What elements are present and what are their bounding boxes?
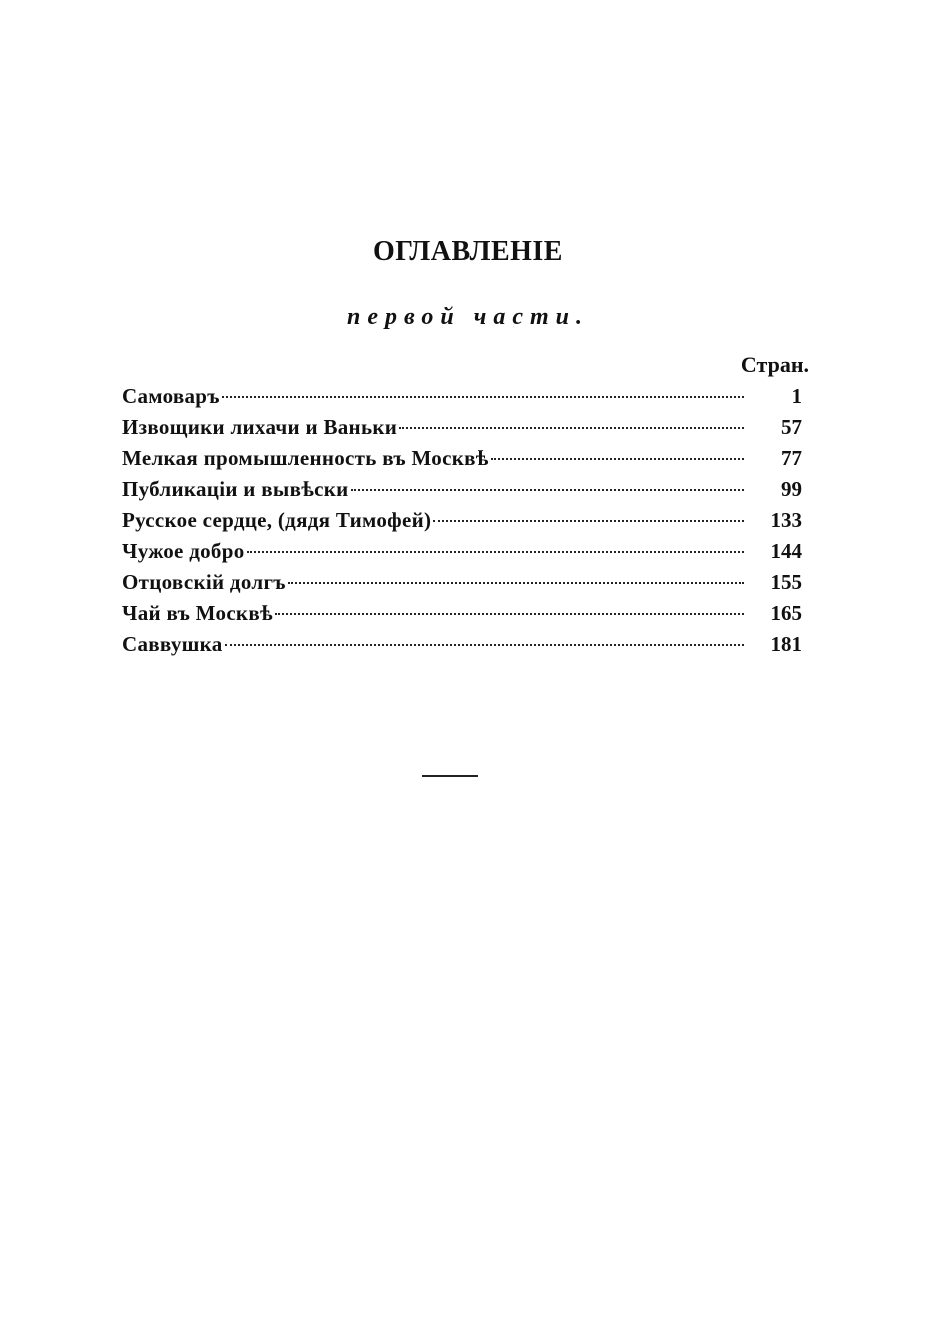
- toc-entry-title: Чай въ Москвѣ: [122, 601, 273, 625]
- toc-leader-dots: [288, 582, 744, 584]
- page-column-label: Стран.: [740, 352, 809, 377]
- toc-leader-dots: [225, 644, 744, 646]
- toc-entry-page: 181: [770, 632, 802, 656]
- toc-entry: [122, 508, 802, 539]
- toc-entry-title: Публикаціи и вывѣски: [122, 477, 349, 501]
- toc-entry-title: Русское сердце, (дядя Тимофей): [122, 508, 432, 532]
- toc-entry-page: 99: [781, 477, 802, 501]
- toc-entry: [122, 415, 802, 446]
- toc-entry-title: Мелкая промышленность въ Москвѣ: [122, 446, 489, 470]
- toc-entry-page: 144: [770, 539, 802, 563]
- toc-entry: [122, 632, 802, 663]
- toc-entry-page: 57: [781, 415, 802, 439]
- toc-entry: [122, 601, 802, 632]
- toc-entry-title: Саввушка: [122, 632, 223, 656]
- toc-leader-dots: [351, 489, 744, 491]
- toc-entry: [122, 384, 802, 415]
- toc-entry-title: Самоваръ: [122, 384, 220, 408]
- toc-entry-page: 165: [770, 601, 802, 625]
- page-title: ОГЛАВЛЕНІЕ: [373, 236, 563, 267]
- toc-entry-title: Извощики лихачи и Ваньки: [122, 415, 398, 439]
- toc-entry: [122, 477, 802, 508]
- toc-entry: [122, 539, 802, 570]
- page-subtitle: первой части.: [346, 304, 590, 330]
- toc-leader-dots: [275, 613, 744, 615]
- toc-entry-page: 155: [770, 570, 802, 594]
- toc-leader-dots: [247, 551, 744, 553]
- toc-entry-title: Чужое добро: [122, 539, 245, 563]
- toc-entry: [122, 446, 802, 477]
- toc-entry-page: 77: [781, 446, 802, 470]
- toc-entry: [122, 570, 802, 601]
- toc-entry-title: Отцовскій долгъ: [122, 570, 286, 594]
- toc-leader-dots: [399, 427, 744, 429]
- toc-leader-dots: [491, 458, 744, 460]
- separator-rule: [422, 775, 478, 777]
- toc-leader-dots: [433, 520, 744, 522]
- toc-leader-dots: [222, 396, 744, 398]
- toc-entry-page: 1: [791, 384, 802, 408]
- table-of-contents: [122, 384, 802, 663]
- toc-entry-page: 133: [770, 508, 802, 532]
